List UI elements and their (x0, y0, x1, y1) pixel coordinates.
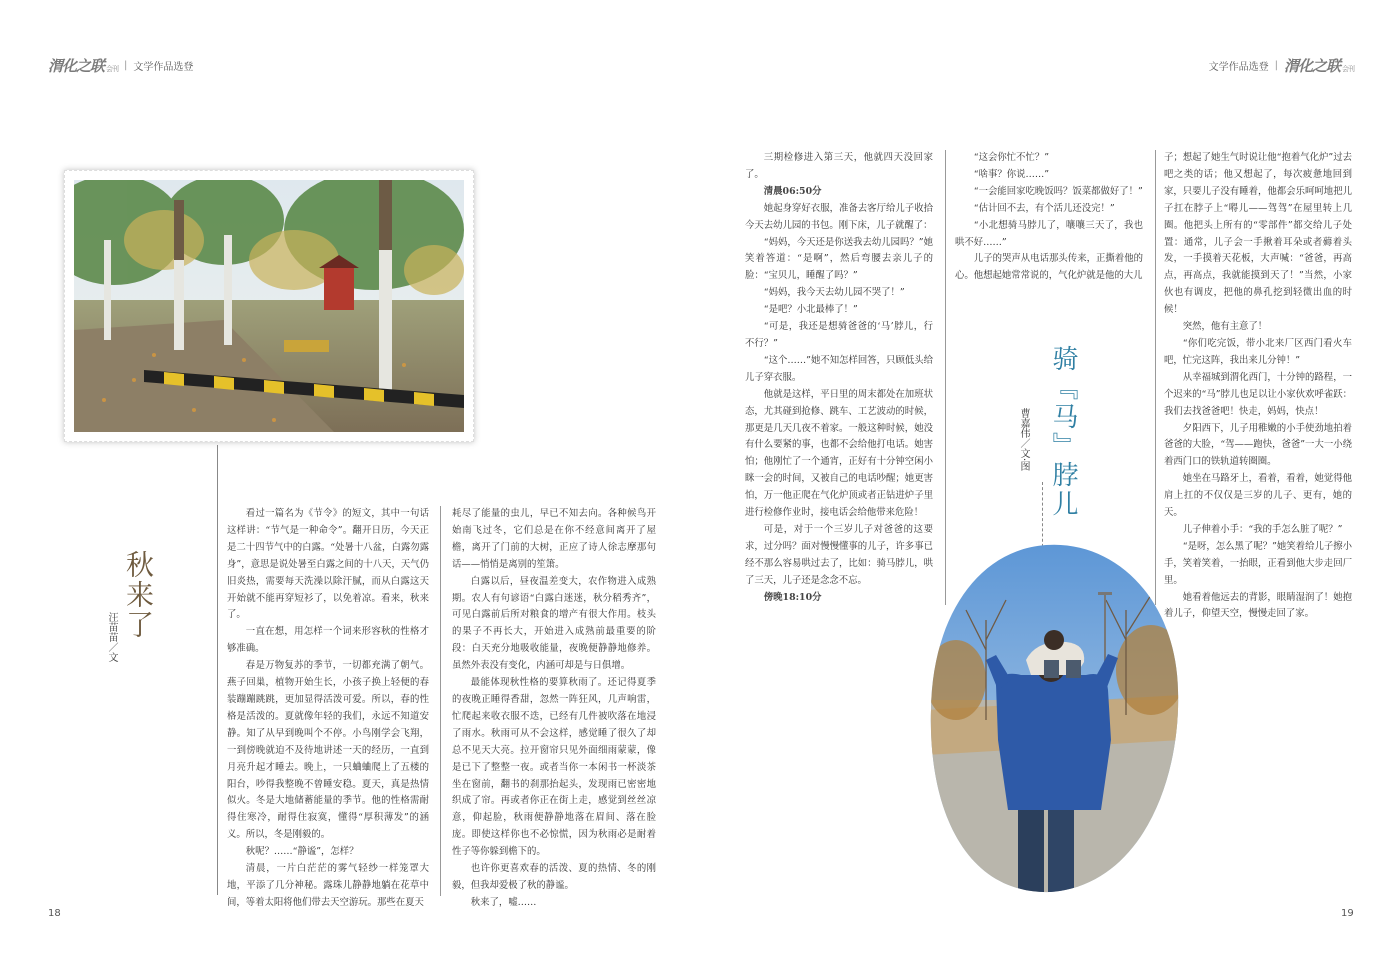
time-subheading: 傍晚18:10分 (763, 591, 822, 603)
paragraph: 一直在想，用怎样一个词来形容秋的性格才够准确。 (227, 626, 429, 655)
autumn-park-illustration (74, 180, 464, 432)
column-divider (1155, 150, 1156, 605)
paragraph: 秋呢？……“静谧”，怎样？ (245, 846, 359, 858)
left-article-column-1 (227, 506, 429, 912)
paragraph: 她坐在马路牙上，看着，看着，她觉得他肩上扛的不仅仅是三岁的儿子、更有，她的天。 (1164, 473, 1352, 519)
article-author: 汪苗苗／文 (106, 612, 117, 662)
paragraph: 最能体现秋性格的要算秋雨了。还记得夏季的夜晚正睡得香甜，忽然一阵狂风，几声响雷，忙爬起来收衣服不迭，已经有几件被吹落在地浸了雨水。秋雨可从不会这样，感觉睡了很久了却总不见天大亮。拉开窗帘只见外面细雨蒙蒙，像是已下了整整一夜。或者当你一本闲书一杯淡茶坐在窗前，翻书的刹那抬起头，发现雨已密密地织成了帘。再或者你正在街上走，感觉到丝丝凉意，仰起脸，秋雨便静静地落在眉间、落在脸庞。即使这样你也不必惊慌，因为秋雨必是耐着性子等你躲到檐下的。 (452, 677, 656, 858)
header-left: 渭化之联 会刊 | 文学作品选登 (48, 57, 194, 75)
right-article-column-1 (745, 150, 933, 606)
article-title: 秋来了 (122, 550, 155, 640)
left-article-column-2 (452, 506, 656, 912)
journal-logo: 渭化之联 会刊 (1283, 57, 1354, 75)
father-child-illustration (926, 540, 1181, 895)
paragraph: “这会你忙不忙？” (973, 152, 1050, 163)
paragraph: 可是，对于一个三岁儿子对爸爸的这要求，过分吗？面对慢慢懂事的儿子，许多事已经不那么容易哄过去了，比如：骑马脖儿，哄了三天，儿子还是念念不忘。 (745, 523, 933, 586)
paragraph: 他就是这样，平日里的周末都处在加班状态，尤其碰到抢修、跳车、工艺波动的时候，那更是几天几夜不着家。一般这种时候，她没有什么要紧的事，也都不会给他打电话。她害怕；他刚忙了一个通宵，正好有十分钟空闲小眯一会的时间，又被自己的电话吵醒；她更害怕，万一他正爬在气化炉顶或者正钻进炉子里进行检修作业时，接电话会给他带来危险！ (745, 388, 933, 519)
paragraph: 儿子伸着小手：“我的手怎么脏了呢？” (1182, 523, 1343, 535)
paragraph: 三期检修进入第三天，他就四天没回家了。 (745, 152, 933, 180)
paragraph: 儿子的哭声从电话那头传来，正撕着他的心。他想起她常常说的，气化炉就是他的大儿 (955, 253, 1143, 282)
paragraph: “妈妈，我今天去幼儿园不哭了！” (763, 287, 905, 299)
paragraph: 突然，他有主意了！ (1182, 321, 1268, 333)
paragraph: “这个……”她不知怎样回答，只顾低头给儿子穿衣服。 (745, 354, 933, 383)
right-article-column-2 (955, 150, 1143, 285)
header-right: 文学作品选登 | 渭化之联 会刊 (1208, 57, 1354, 75)
column-divider (440, 506, 441, 896)
paragraph: 看过一篇名为《节令》的短文，其中一句话这样讲：“节气是一种命令”。翻开日历，今天正是二十四节气中的白露。“处暑十八盆，白露勿露身”，意思是说处暑至白露之间的十八天，天气仍旧炎热，需要每天洗澡以除汗腻，而从白露这天开始就不能再穿短衫了，以免着凉。看来，秋来了。 (227, 508, 429, 621)
paragraph: 子；想起了她生气时说让他“抱着气化炉”过去吧之类的话；他又想起了，每次疲惫地回到家，只要儿子没有睡着，他都会乐呵呵地把儿子扛在脖子上“嘚儿——驾驾”在屋里转上几圈。他把头上所有的“零部件”都交给儿子处置：通常，儿子会一手揪着耳朵或者薅着头发，一手摸着天花板，大声喊：“爸爸，再高点，再高点，我就能摸到天了！”当然，小家伙也有调皮，把他的鼻孔挖到轻微出血的时候！ (1164, 152, 1352, 316)
journal-logo: 渭化之联 会刊 (48, 57, 119, 75)
paragraph: “你们吃完饭，带小北来厂区西门看火车吧，忙完这阵，我出来儿分钟！” (1164, 337, 1352, 366)
paragraph: 也许你更喜欢春的活泼、夏的热情、冬的刚毅，但我却爱极了秋的静谧。 (452, 863, 656, 891)
paragraph: 她起身穿好衣服，准备去客厅给儿子收拾今天去幼儿园的书包。刚下床，儿子就醒了： (745, 202, 933, 231)
paragraph: 白露以后，昼夜温差变大，农作物进入成熟期。农人有句谚语“白露白迷迷，秋分稻秀齐”，可见白露前后所对粮食的增产有很大作用。枝头的果子不再长大，开始进入成熟前最重要的阶段：白天充分地吸收能量，夜晚便静静地修养。虽然外表没有变化，内涵可却是与日俱增。 (452, 575, 656, 672)
section-label: 文学作品选登 (1208, 62, 1269, 73)
page-number-left: 18 (48, 908, 61, 919)
paragraph: 耗尽了能量的虫儿，早已不知去向。各种候鸟开始南飞过冬，它们总是在你不经意间离开了屋檐，离开了门前的大树，正应了诗人徐志摩那句话——悄悄是离别的笙箫。 (452, 508, 656, 570)
paragraph: 春是万物复苏的季节，一切都充满了朝气。燕子回巢，植物开始生长，小孩子换上轻便的春装蹦蹦跳跳，更加显得活泼可爱。所以，春的性格是活泼的。夏就像年轻的我们，永远不知道安静。知了从早到晚叫个不停。小鸟刚学会飞翔，一到傍晚就迫不及待地讲述一天的经历，一直到月亮升起才睡去。晚上，一只蛐蛐爬上了五楼的阳台，吵得我整晚不曾睡安稳。夏天，真是热情似火。冬是大地储蓄能量的季节。他的性格需耐得住寒冷，耐得住寂寞，懂得“厚积薄发”的涵义。所以，冬是刚毅的。 (227, 660, 429, 841)
paragraph: “小北想骑马脖儿了，嚷嚷三天了，我也哄不好……” (955, 219, 1143, 248)
column-divider (945, 150, 946, 605)
paragraph: 从幸福城到渭化西门，十分钟的路程，一个迟来的“马”脖儿也足以让小家伙欢呼雀跃：我们去找爸爸吧！快走，妈妈，快点！ (1164, 371, 1352, 417)
right-article-column-3 (1164, 150, 1352, 623)
paragraph: “啥事？你说……” (973, 168, 1050, 180)
vertical-rule (217, 445, 218, 895)
paragraph: 夕阳西下，儿子用稚嫩的小手使劲地拍着爸爸的大脸，“驾——跑快，爸爸”一大一小绕着西门口的铁轨道转圈圈。 (1164, 422, 1352, 468)
paragraph: 她看着他远去的背影，眼睛湿润了！她抱着儿子，仰望天空，慢慢走回了家。 (1164, 591, 1352, 620)
article-author: 曹嘉伟／文·图 (1018, 408, 1029, 472)
autumn-park-photo (64, 170, 474, 442)
time-subheading: 清晨06:50分 (763, 185, 822, 197)
paragraph: “是吧？小北最棒了！” (763, 304, 858, 316)
page-number-right: 19 (1341, 908, 1354, 919)
article-title: 骑『马』脖儿 (1048, 345, 1078, 519)
paragraph: “估计回不去，有个活儿还没完！” (973, 202, 1115, 214)
father-child-photo (926, 540, 1181, 895)
paragraph: 清晨，一片白茫茫的雾气轻纱一样笼罩大地，平添了几分神秘。露珠儿静静地躺在花草中间，等着太阳将他们带去天空游玩。那些在夏天 (227, 863, 429, 908)
paragraph: “是呀，怎么黑了呢？”她笑着给儿子擦小手，笑着笑着，一抬眼，正看到他大步走回厂里。 (1164, 540, 1352, 586)
paragraph: “一会能回家吃晚饭吗？饭菜都做好了！” (973, 185, 1143, 197)
paragraph: “妈妈，今天还是你送我去幼儿园吗？”她笑着答道：“是啊”，然后弯腰去亲儿子的脸：“宝贝儿，睡醒了吗？” (745, 236, 933, 282)
paragraph: “可是，我还是想骑爸爸的‘马’脖儿，行不行？” (745, 321, 933, 349)
paragraph: 秋来了，嘘…… (470, 896, 537, 908)
section-label: 文学作品选登 (133, 62, 194, 73)
